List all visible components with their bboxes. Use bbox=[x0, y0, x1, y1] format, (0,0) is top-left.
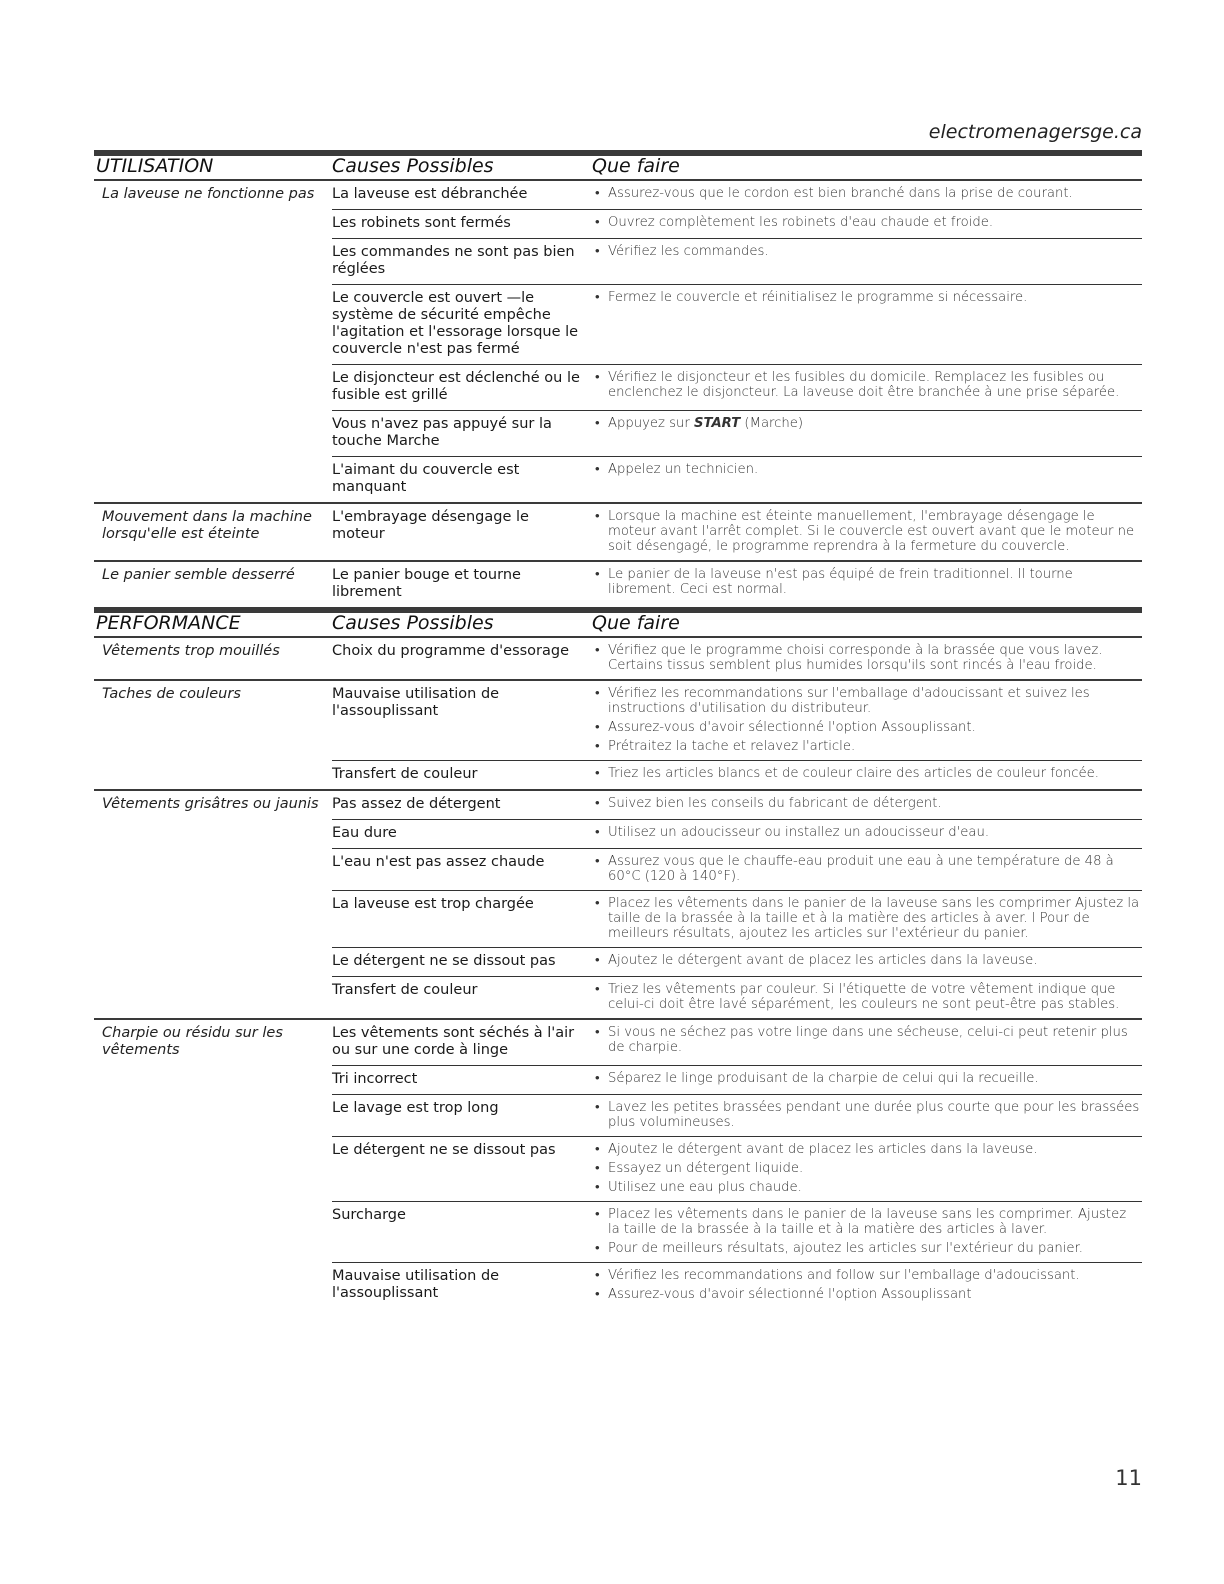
table-row bbox=[332, 791, 1142, 819]
cause-text: Mauvaise utilisation de l'assouplissant bbox=[332, 686, 500, 719]
page-number: 11 bbox=[1115, 1466, 1142, 1490]
action-list bbox=[592, 1142, 1142, 1195]
action-cell bbox=[592, 953, 1142, 970]
cause-text: Mauvaise utilisation de l'assouplissant bbox=[332, 1268, 500, 1301]
action-item: • Séparez le linge produisant de la charpie de celui qui la recueille. bbox=[592, 1071, 1142, 1086]
action-item: • Essayez un détergent liquide. bbox=[592, 1161, 1142, 1176]
action-cell bbox=[592, 796, 1142, 813]
problem-group bbox=[94, 1018, 1142, 1308]
problem-label: Vêtements grisâtres ou jaunis bbox=[102, 796, 319, 812]
action-item: • Si vous ne séchez pas votre linge dans une sécheuse, celui-ci peut retenir plus de charpie. bbox=[592, 1025, 1142, 1055]
cause-text: L'embrayage désengage le moteur bbox=[332, 509, 529, 542]
cause-text: Le panier bouge et tourne librement bbox=[332, 567, 521, 600]
action-item: • Pour de meilleurs résultats, ajoutez les articles sur l'extérieur du panier. bbox=[592, 1241, 1142, 1256]
website-url: electromenagersge.ca bbox=[928, 121, 1142, 143]
cause-text: Eau dure bbox=[332, 825, 397, 841]
action-cell bbox=[592, 1142, 1142, 1195]
cause-text: Vous n'avez pas appuyé sur la touche Marche bbox=[332, 416, 552, 449]
table-row bbox=[332, 209, 1142, 238]
action-list bbox=[592, 509, 1142, 554]
cause-text: La laveuse est débranchée bbox=[332, 186, 528, 202]
table-row bbox=[332, 562, 1142, 607]
problem-label: La laveuse ne fonctionne pas bbox=[102, 186, 315, 202]
action-item: • Vérifiez que le programme choisi corresponde à la brassée que vous lavez. Certains tissus semblent plus humides lorsqu'ils sont rincés à l'eau froide. bbox=[592, 643, 1142, 673]
problem-label: Charpie ou résidu sur les vêtements bbox=[102, 1025, 283, 1058]
problem-label: Mouvement dans la machine lorsqu'elle est éteinte bbox=[102, 509, 312, 542]
action-list bbox=[592, 416, 1142, 431]
column-header-causes: Causes Possibles bbox=[332, 155, 494, 177]
action-item: • Vérifiez le disjoncteur et les fusibles du domicile. Remplacez les fusibles ou enclenchez le disjoncteur. La laveuse doit être branchée à une prise séparée. bbox=[592, 370, 1142, 400]
action-item: • Vérifiez les commandes. bbox=[592, 244, 1142, 259]
table-row bbox=[332, 819, 1142, 848]
table-row bbox=[332, 456, 1142, 502]
section-header bbox=[94, 150, 1142, 181]
action-item: • Ajoutez le détergent avant de placez les articles dans la laveuse. bbox=[592, 953, 1142, 968]
action-list bbox=[592, 825, 1142, 840]
problem-label: Vêtements trop mouillés bbox=[102, 643, 280, 659]
section-title: PERFORMANCE bbox=[96, 612, 241, 634]
action-item: • Placez les vêtements dans le panier de la laveuse sans les comprimer Ajustez la taille de la brassée à la taille et à la matière des articles à aver. l Pour de meilleurs résultats, ajoutez les articles sur l'extérieur du panier. bbox=[592, 896, 1142, 941]
action-list bbox=[592, 186, 1142, 201]
table-row bbox=[332, 284, 1142, 364]
action-item: • Fermez le couvercle et réinitialisez le programme si nécessaire. bbox=[592, 290, 1142, 305]
table-row bbox=[332, 681, 1142, 760]
action-item: • Suivez bien les conseils du fabricant de détergent. bbox=[592, 796, 1142, 811]
cause-text: Le détergent ne se dissout pas bbox=[332, 1142, 556, 1158]
action-item: • Ajoutez le détergent avant de placez les articles dans la laveuse. bbox=[592, 1142, 1142, 1157]
action-list bbox=[592, 643, 1142, 673]
action-list bbox=[592, 1071, 1142, 1086]
action-cell bbox=[592, 1100, 1142, 1130]
table-row bbox=[332, 890, 1142, 947]
table-row bbox=[332, 1262, 1142, 1308]
table-row bbox=[332, 1201, 1142, 1262]
action-list bbox=[592, 567, 1142, 597]
action-list bbox=[592, 896, 1142, 941]
problem-group bbox=[94, 679, 1142, 789]
cause-text: Transfert de couleur bbox=[332, 766, 478, 782]
action-item: • Prétraitez la tache et relavez l'article. bbox=[592, 739, 1142, 754]
cause-text: Le disjoncteur est déclenché ou le fusible est grillé bbox=[332, 370, 580, 403]
action-item: • Appuyez sur START (Marche) bbox=[592, 416, 1142, 431]
table-row bbox=[332, 848, 1142, 890]
action-cell bbox=[592, 1268, 1142, 1302]
cause-text: Le lavage est trop long bbox=[332, 1100, 499, 1116]
action-cell bbox=[592, 567, 1142, 601]
action-item: • Le panier de la laveuse n'est pas équipé de frein traditionnel. Il tourne librement. Ceci est normal. bbox=[592, 567, 1142, 597]
table-row bbox=[332, 1136, 1142, 1201]
action-cell bbox=[592, 766, 1142, 783]
action-item: • Vérifiez les recommandations and follow sur l'emballage d'adoucissant. bbox=[592, 1268, 1142, 1283]
action-cell bbox=[592, 1207, 1142, 1256]
action-item: • Appelez un technicien. bbox=[592, 462, 1142, 477]
table-row bbox=[332, 947, 1142, 976]
section-header bbox=[94, 607, 1142, 638]
problem-group bbox=[94, 181, 1142, 502]
cause-text: Tri incorrect bbox=[332, 1071, 418, 1087]
action-cell bbox=[592, 416, 1142, 450]
column-header-actions: Que faire bbox=[592, 612, 680, 634]
action-cell bbox=[592, 896, 1142, 941]
action-item: • Triez les articles blancs et de couleur claire des articles de couleur foncée. bbox=[592, 766, 1142, 781]
table-row bbox=[332, 364, 1142, 410]
problem-label: Le panier semble desserré bbox=[102, 567, 295, 583]
cause-text: Les vêtements sont séchés à l'air ou sur une corde à linge bbox=[332, 1025, 575, 1058]
table-row bbox=[332, 976, 1142, 1018]
action-list bbox=[592, 796, 1142, 811]
action-cell bbox=[592, 1071, 1142, 1088]
cause-text: Le détergent ne se dissout pas bbox=[332, 953, 556, 969]
action-list bbox=[592, 244, 1142, 259]
action-cell bbox=[592, 643, 1142, 673]
action-list bbox=[592, 370, 1142, 400]
action-item: • Assurez vous que le chauffe-eau produit une eau à une température de 48 à 60°C (120 à 140°F). bbox=[592, 854, 1142, 884]
cause-text: Les commandes ne sont pas bien réglées bbox=[332, 244, 575, 277]
action-item: • Lavez les petites brassées pendant une durée plus courte que pour les brassées plus volumineuses. bbox=[592, 1100, 1142, 1130]
action-list bbox=[592, 686, 1142, 754]
action-item: • Assurez-vous que le cordon est bien branché dans la prise de courant. bbox=[592, 186, 1142, 201]
action-cell bbox=[592, 982, 1142, 1012]
action-item: • Assurez-vous d'avoir sélectionné l'option Assouplissant bbox=[592, 1287, 1142, 1302]
section-title: UTILISATION bbox=[96, 155, 214, 177]
table-row bbox=[332, 760, 1142, 789]
cause-text: Les robinets sont fermés bbox=[332, 215, 511, 231]
problem-group bbox=[94, 502, 1142, 560]
action-cell bbox=[592, 686, 1142, 754]
action-list bbox=[592, 854, 1142, 884]
table-row bbox=[332, 181, 1142, 209]
problem-group bbox=[94, 560, 1142, 607]
action-cell bbox=[592, 290, 1142, 358]
action-cell bbox=[592, 509, 1142, 554]
action-list bbox=[592, 1207, 1142, 1256]
action-cell bbox=[592, 1025, 1142, 1059]
table-row bbox=[332, 238, 1142, 284]
cause-rows bbox=[332, 681, 1142, 789]
action-cell bbox=[592, 186, 1142, 203]
action-list bbox=[592, 982, 1142, 1012]
problem-group bbox=[94, 789, 1142, 1018]
action-cell bbox=[592, 215, 1142, 232]
action-cell bbox=[592, 244, 1142, 278]
action-cell bbox=[592, 370, 1142, 404]
cause-text: L'eau n'est pas assez chaude bbox=[332, 854, 545, 870]
table-row bbox=[332, 1065, 1142, 1094]
problem-label: Taches de couleurs bbox=[102, 686, 241, 702]
table-row bbox=[332, 410, 1142, 456]
action-list bbox=[592, 290, 1142, 305]
action-cell bbox=[592, 462, 1142, 496]
column-header-actions: Que faire bbox=[592, 155, 680, 177]
cause-text: Choix du programme d'essorage bbox=[332, 643, 570, 659]
action-item: • Utilisez un adoucisseur ou installez un adoucisseur d'eau. bbox=[592, 825, 1142, 840]
action-list bbox=[592, 1268, 1142, 1302]
column-header-causes: Causes Possibles bbox=[332, 612, 494, 634]
table-row bbox=[332, 1020, 1142, 1065]
action-item: • Lorsque la machine est éteinte manuellement, l'embrayage désengage le moteur avant l'arrêt complet. Si le couvercle est ouvert avant que le moteur ne soit désengagé, le programme reprendra à la fermeture du couvercle. bbox=[592, 509, 1142, 554]
action-list bbox=[592, 1100, 1142, 1130]
cause-text: Le couvercle est ouvert —le système de sécurité empêche l'agitation et l'essorage lorsque le couvercle n'est pas fermé bbox=[332, 290, 579, 357]
troubleshooting-table bbox=[94, 150, 1142, 1308]
cause-rows bbox=[332, 181, 1142, 502]
start-key-label: START bbox=[694, 416, 741, 431]
table-row bbox=[332, 1094, 1142, 1136]
cause-rows bbox=[332, 562, 1142, 607]
action-cell bbox=[592, 825, 1142, 842]
action-list bbox=[592, 462, 1142, 477]
table-row bbox=[332, 638, 1142, 679]
cause-rows bbox=[332, 504, 1142, 560]
action-cell bbox=[592, 854, 1142, 884]
cause-text: Pas assez de détergent bbox=[332, 796, 501, 812]
action-list bbox=[592, 766, 1142, 781]
cause-text: Surcharge bbox=[332, 1207, 406, 1223]
cause-text: Transfert de couleur bbox=[332, 982, 478, 998]
action-item: • Assurez-vous d'avoir sélectionné l'option Assouplissant. bbox=[592, 720, 1142, 735]
action-item: • Utilisez une eau plus chaude. bbox=[592, 1180, 1142, 1195]
cause-rows bbox=[332, 638, 1142, 679]
action-list bbox=[592, 215, 1142, 230]
table-row bbox=[332, 504, 1142, 560]
action-list bbox=[592, 1025, 1142, 1055]
cause-rows bbox=[332, 1020, 1142, 1308]
action-item: • Placez les vêtements dans le panier de la laveuse sans les comprimer. Ajustez la taille de la brassée à la taille et à la matière des articles à laver. bbox=[592, 1207, 1142, 1237]
cause-text: La laveuse est trop chargée bbox=[332, 896, 534, 912]
cause-rows bbox=[332, 791, 1142, 1018]
action-list bbox=[592, 953, 1142, 968]
action-item: • Triez les vêtements par couleur. Si l'étiquette de votre vêtement indique que celui-ci doit être lavé séparément, les couleurs ne sont peut-être pas stables. bbox=[592, 982, 1142, 1012]
action-item: • Ouvrez complètement les robinets d'eau chaude et froide. bbox=[592, 215, 1142, 230]
action-item: • Vérifiez les recommandations sur l'emballage d'adoucissant et suivez les instructions d'utilisation du distributeur. bbox=[592, 686, 1142, 716]
problem-group bbox=[94, 638, 1142, 679]
cause-text: L'aimant du couvercle est manquant bbox=[332, 462, 520, 495]
